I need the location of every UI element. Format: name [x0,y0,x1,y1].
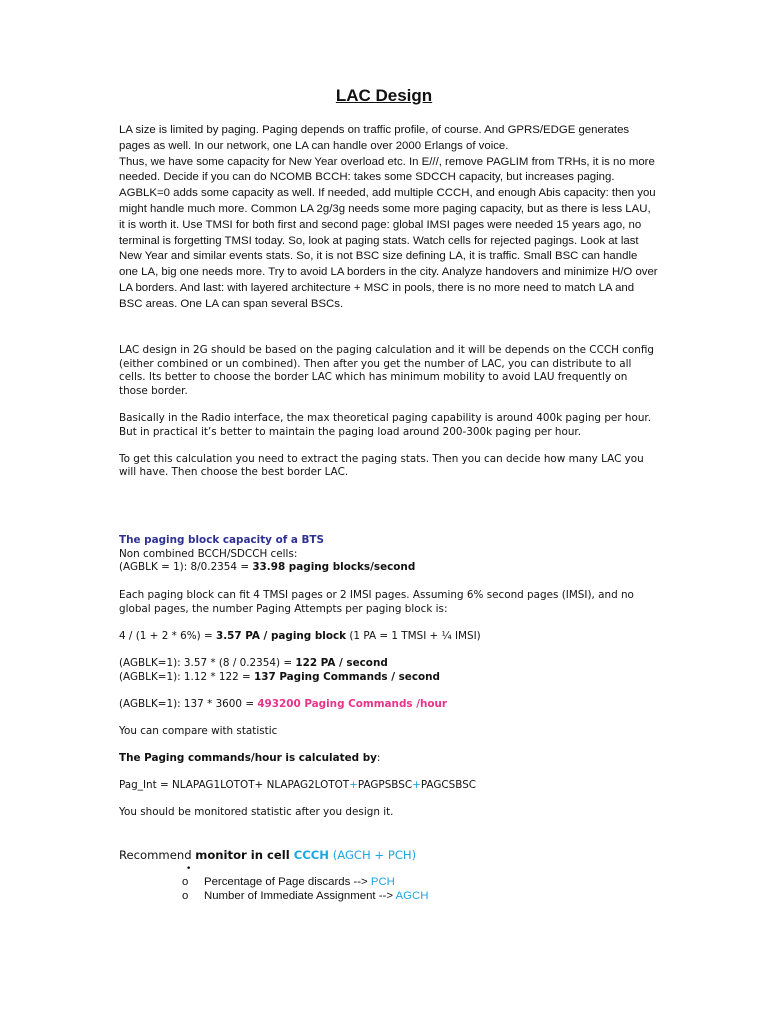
circle-bullet-icon: o [182,876,189,888]
body-paragraph-radio-interface: Basically in the Radio interface, the max theoretical paging capability is around 400k paging per hour. But in practical it’s better to maintain the paging load around 200-300k paging per hour. [119,411,652,438]
commands-per-hour-value: 493200 Paging Commands /hour [257,698,448,710]
calc-commands-per-hour: (AGBLK=1): 137 * 3600 = 493200 Paging Commands /hour [119,698,448,710]
compare-line: You can compare with statistic [119,725,278,737]
capacity-line-non-combined: Non combined BCCH/SDCCH cells: [119,547,298,560]
pag-int-formula: Pag_Int = NLAPAG1LOTOT+ NLAPAG2LOTOT+PAGPSBSC+PAGCSBSC [119,779,477,791]
intro-paragraph-1: LA size is limited by paging. Paging depends on traffic profile, of course. And GPRS/EDGE generates pages as well. In our network, one LA can handle over 2000 Erlangs of voice. [119,124,630,152]
recommend-line: Recommend monitor in cell CCCH (AGCH + PCH) [119,848,417,862]
calc-commands-per-second: (AGBLK=1): 1.12 * 122 = 137 Paging Commands / second [119,670,440,683]
calc-block [119,657,679,684]
calculated-by-line: The Paging commands/hour is calculated by: [119,752,381,764]
intro-paragraph-3: AGBLK=0 adds some capacity as well. If needed, add multiple CCCH, and enough Abis capacity: then you might handle much more. Common LA 2g/3g needs some more paging capacity, but as there is less LAU, it is worth it. Use TMSI for both first and second page: global IMSI pages were needed 15 years ago, no terminal is forgetting TMSI today. So, look at paging stats. Watch cells for rejected pagings. Look at last New Year and similar events stats. So, it is not BSC size defining LA, it is traffic. Small BSC can handle one LA, big one needs more. Try to avoid LA borders in the city. Analyze handovers and minimize H/O over LA borders. And last: with layered architecture + MSC in pools, there is no more need to match LA and BSC areas. One LA can span several BSCs. [119,187,658,310]
list-item: o Number of Immediate Assignment --> AGCH [182,890,429,902]
list-item: o Percentage of Page discards --> PCH [182,876,395,888]
circle-bullet-icon: o [182,890,189,902]
calc-pa-per-second: (AGBLK=1): 3.57 * (8 / 0.2354) = 122 PA / second [119,657,388,669]
body-section [119,344,659,480]
formula-line: 4 / (1 + 2 * 6%) = 3.57 PA / paging block (1 PA = 1 TMSI + ¼ IMSI) [119,630,481,642]
body-paragraph-calculation: To get this calculation you need to extract the paging stats. Then you can decide how many LAC you will have. Then choose the best border LAC. [119,452,644,479]
pa-per-block-value: 3.57 PA / paging block [215,630,347,642]
intro-section [119,123,659,313]
monitored-line: You should be monitored statistic after you design it. [119,806,394,818]
body-paragraph-lac-design: LAC design in 2G should be based on the paging calculation and it will be depends on the CCCH config (either combined or un combined). Then after you get the number of LAC, you can distribute to all cells. Its better to choose the border LAC which has minimum mobility to avoid LAU frequently on those border. [119,344,654,397]
capacity-paragraph: Each paging block can fit 4 TMSI pages or 2 IMSI pages. Assuming 6% second pages (IMSI), and no global pages, the number Paging Attempts per paging block is: [119,589,634,615]
capacity-heading: The paging block capacity of a BTS [119,534,324,546]
capacity-line-agblk: (AGBLK = 1): 8/0.2354 = 33.98 paging blocks/second [119,561,416,574]
bullet-icon: • [186,864,192,874]
capacity-header-block [119,534,679,575]
paging-blocks-value: 33.98 paging blocks/second [252,561,416,574]
page-title: LAC Design [335,86,433,105]
intro-paragraph-2: Thus, we have some capacity for New Year overload etc. In E///, remove PAGLIM from TRHs, it is no more needed. Decide if you can do NCOMB BCCH: takes some SDCCH capacity, but increases paging. [119,155,655,184]
